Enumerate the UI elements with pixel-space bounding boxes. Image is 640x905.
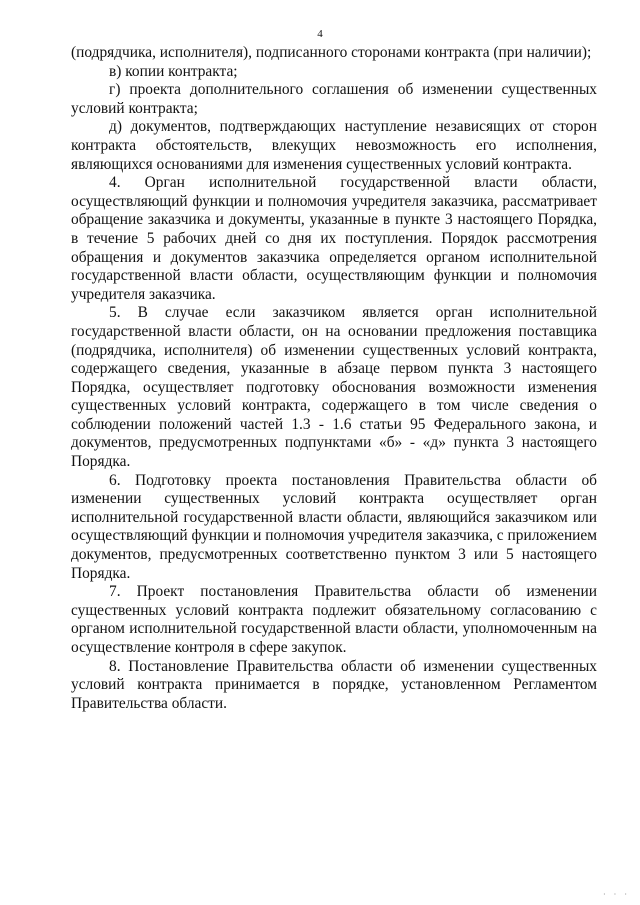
- paragraph-7: 7. Проект постановления Правительства области об изменении существенных условий контракта подлежит обязательному согласованию с органом исполнительной государственной власти области, уполномоченным на осуществление контроля в сфере закупок.: [71, 583, 597, 656]
- paragraph-item-v: в) копии контракта;: [109, 62, 238, 80]
- paragraph-continuation: (подрядчика, исполнителя), подписанного сторонами контракта (при наличии);: [71, 44, 592, 61]
- paragraph-8: 8. Постановление Правительства области об изменении существенных условий контракта принимается в порядке, установленном Регламентом Правительства области.: [71, 657, 597, 712]
- paragraph-5: 5. В случае если заказчиком является орган исполнительной государственной власти области, он на основании предложения поставщика (подрядчика, исполнителя) об изменении существенных условий контракта, содержащего сведения, указанные в абзаце первом пункта 3 настоящего Порядка, осуществляет подготовку обоснования возможности изменения существенных условий контракта, содержащего в том числе сведения о соблюдении положений частей 1.3 - 1.6 статьи 95 Федерального закона, и документов, предусмотренных подпунктами «б» - «д» пункта 3 настоящего Порядка.: [71, 304, 597, 471]
- paragraph-item-g: г) проекта дополнительного соглашения об изменении существенных условий контракта;: [71, 81, 597, 117]
- paragraph-6: 6. Подготовку проекта постановления Правительства области об изменении существенных условий контракта осуществляет орган исполнительной государственной власти области, являющийся заказчиком или осуществляющий функции и полномочия учредителя заказчика, с приложением документов, предусмотренных соответственно пунктом 3 или 5 настоящего Порядка.: [71, 471, 597, 582]
- scan-artifact-marks: · · ·: [603, 890, 630, 899]
- page-number: 4: [317, 28, 323, 40]
- document-body: [71, 44, 597, 713]
- paragraph-4: 4. Орган исполнительной государственной власти области, осуществляющий функции и полномочия учредителя заказчика, рассматривает обращение заказчика и документы, указанные в пункте 3 настоящего Порядка, в течение 5 рабочих дней со дня их поступления. Порядок рассмотрения обращения и документов заказчика определяется органом исполнительной государственной власти области, осуществляющим функции и полномочия учредителя заказчика.: [71, 174, 597, 303]
- paragraph-item-d: д) документов, подтверждающих наступление независящих от сторон контракта обстоятельств, влекущих невозможность его исполнения, являющихся основаниями для изменения существенных условий контракта.: [71, 118, 597, 173]
